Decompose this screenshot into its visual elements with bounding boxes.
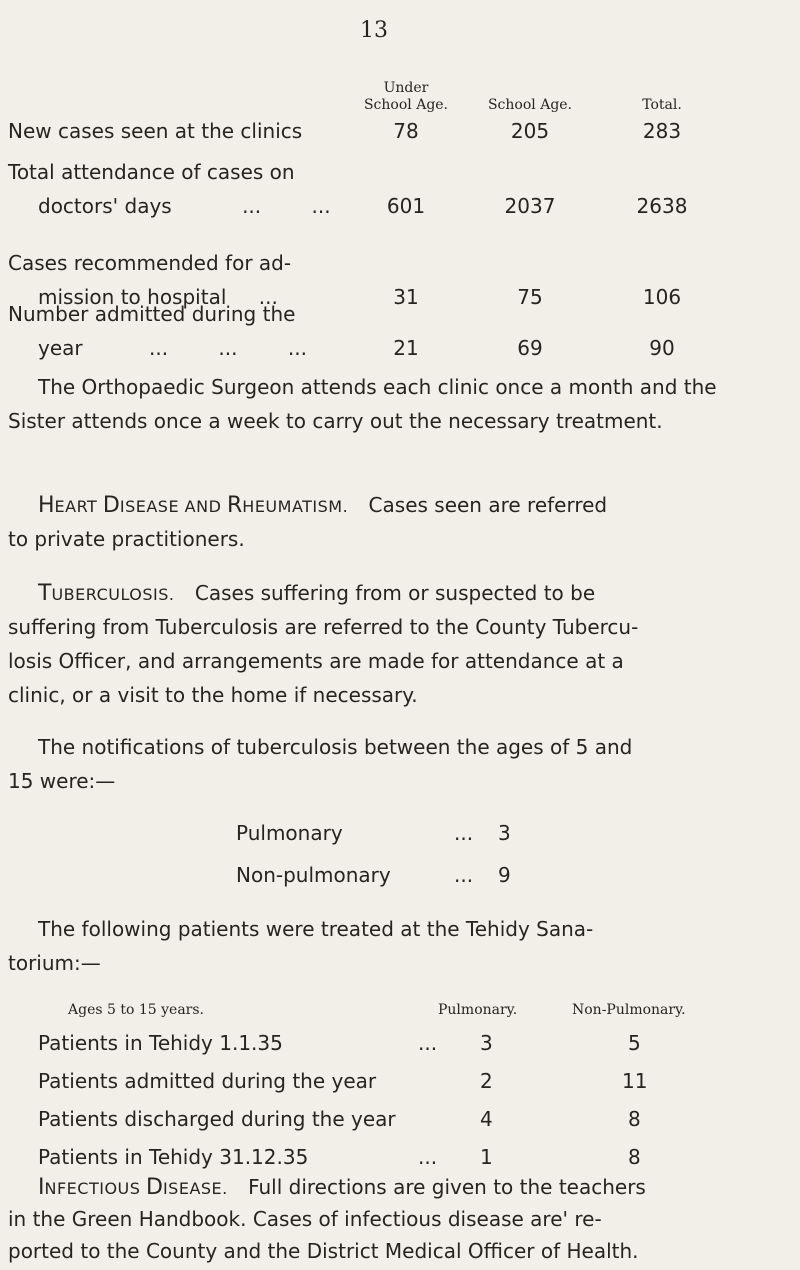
tehidy-text-cont: torium:— — [8, 951, 101, 975]
heart-disease-section — [38, 488, 607, 524]
list-item-value: 3 — [498, 821, 511, 845]
notifications-text-cont: 15 were:— — [8, 769, 116, 793]
table-cell: 69 — [517, 336, 543, 360]
table-row-label: Total attendance of cases on — [8, 160, 295, 184]
notifications-text: The notifications of tuberculosis between the ages of 5 and — [38, 735, 633, 759]
table-cell: 2 — [480, 1069, 493, 1093]
column-header-total: Total. — [642, 97, 682, 113]
table-row-label-line2: doctors' days — [38, 194, 172, 218]
column-header-under-school-age — [346, 80, 466, 114]
leader-dots: ... — [258, 285, 278, 309]
page-number: 13 — [360, 18, 388, 43]
orthopaedic-paragraph: The Orthopaedic Surgeon attends each clinic once a month and the Sister attends once a week to carry out the necessary treatment. — [8, 375, 717, 433]
leader-dots: ... — [218, 336, 238, 360]
table-row-label-line2: mission to hospital — [38, 285, 227, 309]
table-cell: 90 — [649, 336, 675, 360]
table-cell: 11 — [622, 1069, 648, 1093]
table-cell: 283 — [642, 119, 682, 143]
heart-disease-heading: HEART DISEASE AND RHEUMATISM. — [38, 493, 349, 518]
list-item-label: Non-pulmonary — [236, 863, 391, 887]
table-cell: 8 — [628, 1107, 641, 1131]
list-item-value: 9 — [498, 863, 511, 887]
tuberculosis-section — [38, 576, 595, 612]
tehidy-text: The following patients were treated at the Tehidy Sana- — [38, 917, 594, 941]
table-cell: 205 — [510, 119, 550, 143]
table-row-label-cont — [38, 336, 307, 360]
leader-dots: ... — [418, 1145, 438, 1169]
table-cell: 78 — [393, 119, 419, 143]
table-row-label: Patients discharged during the year — [38, 1107, 396, 1131]
infectious-disease-section — [38, 1170, 646, 1206]
table-cell: 601 — [386, 194, 426, 218]
table-row-label-line2: year — [38, 336, 83, 360]
table-cell: 4 — [480, 1107, 493, 1131]
tuberculosis-text-cont: clinic, or a visit to the home if necessary. — [8, 683, 418, 707]
table-row-label-cont — [38, 194, 331, 218]
leader-dots: ... — [148, 336, 169, 360]
infectious-disease-text-cont: ported to the County and the District Medical Officer of Health. — [8, 1239, 639, 1263]
table-cell: 31 — [393, 285, 419, 309]
table-row-label: Patients in Tehidy 31.12.35 — [38, 1145, 309, 1169]
heart-disease-text-cont: to private practitioners. — [8, 527, 245, 551]
table-cell: 2037 — [504, 194, 556, 218]
leader-dots: ... — [311, 194, 331, 218]
tehidy-header-non-pulmonary: Non-Pulmonary. — [572, 1002, 686, 1018]
tehidy-header-ages: Ages 5 to 15 years. — [68, 1002, 204, 1018]
tehidy-header-pulmonary: Pulmonary. — [438, 1002, 518, 1018]
table-row-label: New cases seen at the clinics — [8, 119, 303, 143]
tuberculosis-text: Cases suffering from or suspected to be — [194, 581, 596, 605]
table-cell: 8 — [628, 1145, 641, 1169]
heart-disease-text: Cases seen are referred — [368, 493, 608, 517]
leader-dots: ... — [418, 1031, 438, 1055]
leader-dots: ... — [454, 821, 474, 845]
column-header-under-line1: Under — [383, 80, 429, 96]
table-cell: 75 — [517, 285, 543, 309]
table-cell: 2638 — [636, 194, 688, 218]
column-header-school-age: School Age. — [487, 97, 573, 113]
table-cell: 3 — [480, 1031, 493, 1055]
table-cell: 21 — [393, 336, 419, 360]
leader-dots: ... — [454, 863, 474, 887]
infectious-disease-text: Full directions are given to the teachers — [248, 1175, 646, 1199]
list-item-label: Pulmonary — [236, 821, 343, 845]
infectious-disease-text-cont: in the Green Handbook. Cases of infectious disease are' re- — [8, 1207, 602, 1231]
leader-dots: ... — [242, 194, 262, 218]
table-row-label: Cases recommended for ad- — [8, 251, 292, 275]
tuberculosis-text-cont: losis Officer, and arrangements are made for attendance at a — [8, 649, 624, 673]
tuberculosis-heading: TUBERCULOSIS. — [38, 581, 175, 606]
tuberculosis-text-cont: suffering from Tuberculosis are referred to the County Tubercu- — [8, 615, 639, 639]
table-row-label: Patients in Tehidy 1.1.35 — [38, 1031, 283, 1055]
column-header-under-line2: School Age. — [363, 97, 449, 113]
table-cell: 5 — [628, 1031, 641, 1055]
leader-dots: ... — [287, 336, 307, 360]
table-row-label: Number admitted during the — [8, 302, 296, 326]
infectious-disease-heading: INFECTIOUS DISEASE. — [38, 1175, 228, 1200]
table-cell: 106 — [642, 285, 682, 309]
table-cell: 1 — [480, 1145, 493, 1169]
table-row-label: Patients admitted during the year — [38, 1069, 377, 1093]
